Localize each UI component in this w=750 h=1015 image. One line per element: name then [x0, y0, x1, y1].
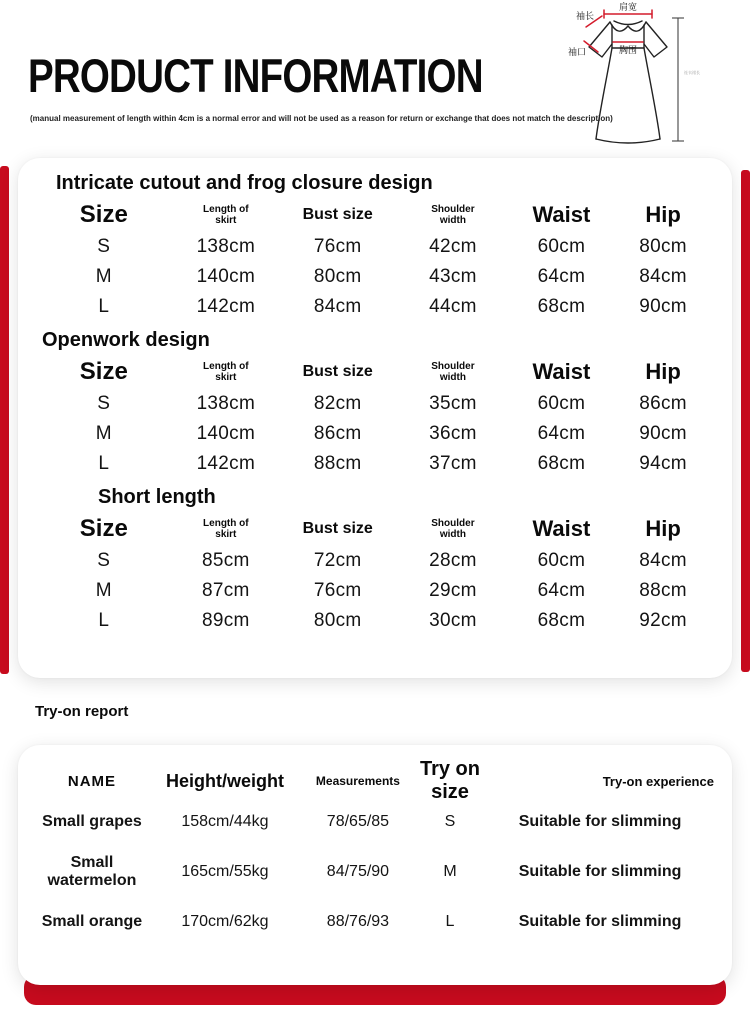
hip-cell: 84cm [639, 550, 687, 571]
column-header-length-of-skirt: Length of skirt [203, 517, 249, 540]
red-accent-strip-left [0, 166, 9, 674]
section-short-length [36, 486, 714, 636]
length-cell: 140cm [196, 423, 256, 444]
size-cell: M [95, 580, 112, 601]
shoulder-cell: 28cm [429, 550, 477, 571]
dress-length-label: 连衣裙长 [684, 70, 700, 75]
size-table-header-row [36, 198, 714, 232]
table-row [36, 449, 714, 479]
shoulder-cell: 42cm [429, 236, 477, 257]
bust-cell: 84cm [313, 296, 362, 317]
hip-cell: 86cm [639, 393, 687, 414]
waist-cell: 68cm [537, 610, 586, 631]
column-header-size: Size [79, 358, 128, 385]
height-weight: 170cm/62kg [181, 913, 269, 930]
bust-cell: 86cm [313, 423, 362, 444]
table-row [36, 576, 714, 606]
shoulder-cell: 36cm [429, 423, 477, 444]
column-header-length-of-skirt: Length of skirt [203, 203, 249, 226]
column-header-waist: Waist [532, 516, 591, 541]
tryon-header-row [34, 758, 716, 803]
try-on-experience: Suitable for slimming [518, 813, 682, 830]
section-title: Intricate cutout and frog closure design [56, 172, 433, 194]
column-header-waist: Waist [532, 202, 591, 227]
table-row [36, 389, 714, 419]
column-header-waist: Waist [532, 359, 591, 384]
height-weight: 165cm/55kg [181, 863, 269, 880]
try-on-experience: Suitable for slimming [518, 863, 682, 880]
column-header-measurements: Measurements [315, 774, 400, 788]
length-cell: 89cm [201, 610, 250, 631]
shoulder-cell: 43cm [429, 266, 477, 287]
column-header-bust-size: Bust size [302, 363, 373, 380]
try-on-size: L [445, 913, 455, 930]
column-header-hip: Hip [645, 516, 681, 541]
table-row [36, 292, 714, 322]
section-title: Short length [98, 486, 216, 508]
hip-cell: 90cm [639, 423, 687, 444]
column-header-try-on-experience: Try-on experience [602, 773, 714, 789]
waist-cell: 68cm [537, 453, 586, 474]
bust-cell: 82cm [313, 393, 362, 414]
size-cell: S [97, 393, 111, 414]
dress-measurement-diagram [556, 0, 750, 158]
try-on-size: S [444, 813, 456, 830]
length-cell: 87cm [201, 580, 250, 601]
size-cell: S [97, 550, 111, 571]
length-cell: 142cm [196, 296, 256, 317]
hip-cell: 94cm [639, 453, 687, 474]
model-name: Small watermelon [47, 854, 137, 889]
bust-cell: 76cm [313, 580, 362, 601]
tryon-report-card [18, 745, 732, 985]
size-cell: L [98, 296, 110, 317]
page-title: PRODUCT INFORMATION [28, 49, 483, 102]
bust-cell: 76cm [313, 236, 362, 257]
shoulder-cell: 29cm [429, 580, 477, 601]
waist-cell: 60cm [537, 550, 586, 571]
waist-cell: 68cm [537, 296, 586, 317]
column-header-hip: Hip [645, 359, 681, 384]
size-cell: M [95, 423, 112, 444]
size-chart-card [18, 158, 732, 678]
column-header-shoulder-width: Shoulder width [431, 360, 475, 383]
length-cell: 138cm [196, 393, 256, 414]
waist-cell: 60cm [537, 236, 586, 257]
size-cell: S [97, 236, 111, 257]
bust-cell: 88cm [313, 453, 362, 474]
waist-cell: 64cm [537, 266, 586, 287]
shoulder-cell: 35cm [429, 393, 477, 414]
column-header-bust-size: Bust size [302, 520, 373, 537]
measurement-disclaimer: (manual measurement of length within 4cm is a normal error and will not be used as a reason for return or exchange that does not match the description) [30, 114, 613, 123]
hip-cell: 80cm [639, 236, 687, 257]
size-cell: L [98, 610, 110, 631]
table-row [36, 262, 714, 292]
bust-cell: 80cm [313, 610, 362, 631]
try-on-size: M [443, 863, 457, 880]
red-accent-strip-right [741, 170, 750, 672]
column-header-hip: Hip [645, 202, 681, 227]
bust-cell: 72cm [313, 550, 362, 571]
shoulder-cell: 37cm [429, 453, 477, 474]
section-intricate-cutout [36, 172, 714, 322]
tryon-row [34, 847, 716, 897]
sleeve-length-label: 袖长 [576, 11, 595, 21]
length-cell: 138cm [196, 236, 256, 257]
hip-cell: 84cm [639, 266, 687, 287]
hip-cell: 92cm [639, 610, 687, 631]
column-header-shoulder-width: Shoulder width [431, 203, 475, 226]
shoulder-width-label: 肩宽 [619, 2, 638, 12]
bust-label: 胸围 [619, 45, 638, 55]
column-header-height-weight: Height/weight [165, 770, 284, 791]
size-table-header-row [36, 512, 714, 546]
tryon-report-heading: Try-on report [35, 703, 129, 720]
try-on-experience: Suitable for slimming [518, 913, 682, 930]
model-name: Small grapes [42, 813, 142, 830]
shoulder-cell: 44cm [429, 296, 477, 317]
size-table-header-row [36, 355, 714, 389]
column-header-size: Size [79, 515, 128, 542]
bust-cell: 80cm [313, 266, 362, 287]
hip-cell: 90cm [639, 296, 687, 317]
table-row [36, 232, 714, 262]
size-cell: M [95, 266, 112, 287]
section-title: Openwork design [42, 329, 210, 351]
measurements: 88/76/93 [326, 913, 390, 930]
section-openwork [36, 329, 714, 479]
waist-cell: 64cm [537, 423, 586, 444]
height-weight: 158cm/44kg [181, 813, 269, 830]
tryon-row [34, 797, 716, 847]
tryon-row [34, 897, 716, 947]
column-header-size: Size [79, 201, 128, 228]
table-row [36, 606, 714, 636]
column-header-name: NAME [67, 772, 117, 790]
shoulder-cell: 30cm [429, 610, 477, 631]
cuff-label: 袖口 [568, 47, 587, 57]
table-row [36, 419, 714, 449]
column-header-length-of-skirt: Length of skirt [203, 360, 249, 383]
model-name: Small orange [41, 913, 143, 930]
column-header-bust-size: Bust size [302, 206, 373, 223]
table-row [36, 546, 714, 576]
size-cell: L [98, 453, 110, 474]
waist-cell: 60cm [537, 393, 586, 414]
dress-line-drawing-icon [556, 0, 750, 158]
length-cell: 142cm [196, 453, 256, 474]
measurements: 84/75/90 [326, 863, 390, 880]
hip-cell: 88cm [639, 580, 687, 601]
length-cell: 140cm [196, 266, 256, 287]
column-header-shoulder-width: Shoulder width [431, 517, 475, 540]
measurements: 78/65/85 [326, 813, 390, 830]
waist-cell: 64cm [537, 580, 586, 601]
column-header-try-on-size: Try on size [419, 758, 480, 803]
length-cell: 85cm [201, 550, 250, 571]
